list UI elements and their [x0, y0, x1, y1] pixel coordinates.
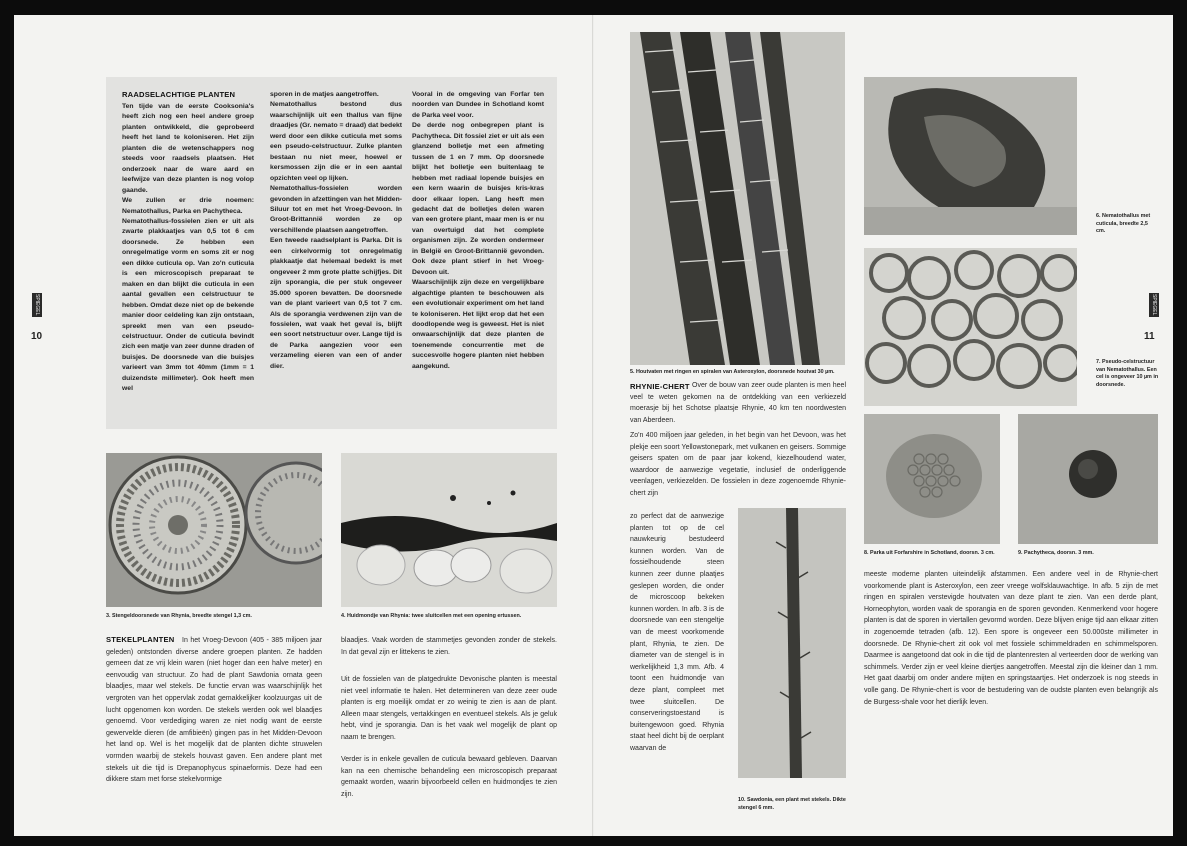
- caption-9: 9. Pachytheca, doorsn. 3 mm.: [1018, 550, 1094, 556]
- magazine-logo: SPIEGEL: [34, 294, 40, 316]
- section-title-stekelplanten: STEKELPLANTEN: [106, 635, 175, 644]
- photo-nematothallus: [864, 77, 1077, 235]
- page-number: 10: [31, 331, 43, 342]
- left-page: [14, 15, 594, 836]
- photo-rhynia-stem: [106, 453, 322, 607]
- caption-3: 3. Stengeldoorsnede van Rhynia, breedte stengel 1,3 cm.: [106, 613, 252, 619]
- box-col-2: sporen in de matjes aangetroffen. Nematothallus bestond dus waarschijnlijk uit een thallus van fijne draadjes (Gr. nemato = draad) dat bedekt werd door een dikke cuticula met soms een pseudo-celstructuur. Zulke planten bestaan nu niet meer, hoewel er kersmossen zijn die er in een aantal opzichten veel op lijken. Nematothallus-fossielen worden gevonden in afzettingen van het Midden-Siluur tot en met het Vroeg-Devoon. In Groot-Brittannië worden ze op verschillende plaatsen aangetroffen. Een tweede raadselplant is Parka. Dit is een cirkelvormig tot onregelmatig plakkaatje dat helemaal bedekt is met ongeveer 2 mm grote platte schijfjes. Dit zijn sporangia, die per stuk ongeveer 35.000 sporen bevatten. De doorsnede van de plant varieert van 0,5 tot 7 cm. Als de sporangia verdwenen zijn van de fossielen, wat vaak het geval is, blijft een soort netstructuur over. Lange tijd is de Parka aangezien voor een verzameling eieren van een of ander dier.: [270, 91, 403, 370]
- box-title: RAADSELACHTIGE PLANTEN: [122, 90, 236, 99]
- magazine-logo: SPIEGEL: [1151, 294, 1157, 316]
- photo-pseudo-cells: [864, 248, 1077, 406]
- stekel-col-2c: Verder is in enkele gevallen de cuticula bewaard gebleven. Daarvan kan na een chemische behandeling een microscopisch preparaat gemaakt worden, waarin bijvoorbeeld cellen en huidmondjes te zien zijn.: [341, 756, 557, 798]
- caption-4: 4. Huidmondje van Rhynia: twee sluitcellen met een opening ertussen.: [341, 613, 522, 619]
- rhynie-intro: Over de bouw van zeer oude planten is men heel veel te weten gekomen na de ontdekking van een verkiezeld moerasje bij het Schotse plaatsje Rhynie, 40 km ten noordwesten van Aberdeen.: [630, 382, 846, 424]
- caption-5: 5. Houtvaten met ringen en spiralen van Asteroxylon, doorsnede houtvat 30 µm.: [630, 369, 835, 375]
- caption-6: 6. Nematothallus met cuticula, breedte 2,5 cm.: [1096, 213, 1151, 235]
- photo-sawdonia: [738, 508, 846, 778]
- rhynie-col-3: meeste moderne planten uiteindelijk afstammen. Een andere veel in de Rhynie-chert voorkomende plant is Asteroxylon, een zeer vreege wolfsklauwachtige. In afb. 5 zijn de met ringen en spiralen verstevigde houtvaten van deze plant te zien. Van een derde plant, Horneophyton, worden vaak de sporangia en de sporen gevonden. Kenmerkend voor hogere planten is dat de sporen in viertallen gevormd worden. Deze blijven enige tijd aan elkaar zitten in zogenoemde tetraden (afb. 12). Een spore is ongeveer een 50.000ste millimeter in doorsnede. De Rhynie-chert zit ook vol met fossiele schimmeldraden en schimmelsporen. Daarmee is aangetoond dat ook in die tijd de plantenresten al verteerden door de werking van schimmels. Verder zijn er veel kleine diertjes aangetroffen. Meestal zijn die kleiner dan 1 mm. Het gaat daarbij om onder andere mijten en springstaartjes. Het onderzoek is nog steeds in volle gang. De Rhynie-chert is voor de bestudering van de oudste planten even belangrijk als de Burgess-shale voor het dierlijk leven.: [864, 571, 1158, 706]
- photo-parka: [864, 414, 1000, 544]
- photo-stoma: [341, 453, 557, 607]
- rhynie-paragraph-2: Zo'n 400 miljoen jaar geleden, in het begin van het Devoon, was het plekje een soort Yellowstonepark, met vulkanen en geisers. Sommige geisers spaten om de paar jaar kokend, kiezelhoudend water, waardoor de aanwezige vegetatie, inclusief de onderliggende veenlagen, verkiezelden. De fossielen in deze zogenoemde Rhynie-chert zijn: [630, 432, 846, 497]
- stekel-col-2b: Uit de fossielen van de platgedrukte Devonische planten is meestal niet veel informatie te halen. Het determineren van deze zeer oude planten is erg moeilijk omdat er zo weinig te zien is aan de plant. Alleen maar stengels, vertakkingen en eventueel stekels. Als je geluk hebt, vind je sporangia. Dan is het vaak wel mogelijk de plant op naam te brengen.: [341, 676, 557, 741]
- stekel-col-2a: blaadjes. Vaak worden de stammetjes gevonden zonder de stekels. In dat geval zijn er littekens te zien.: [341, 637, 557, 656]
- right-page: [594, 15, 1173, 836]
- rhynie-narrow-column: zo perfect dat de aanwezige planten tot op de cel nauwkeurig bestudeerd kunnen worden. Van de fossielhoudende steen kunnen zeer dunne plaatjes geslepen worden, die onder de microscoop bekeken kunnen worden. In afb. 3 is de doorsnede van een stengeltje van de meest voorkomende plant, Rhynia, te zien. De diameter van de stengel is in werkelijkheid 1,3 mm. Afb. 4 toont een huidmondje van deze plant, compleet met twee sluitcellen. De conserveringstoestand is buitengewoon goed. Rhynia staat heel dicht bij de oerplant waarvan de: [630, 513, 724, 752]
- photo-pachytheca: [1018, 414, 1158, 544]
- box-col-3: Vooral in de omgeving van Forfar ten noorden van Dundee in Schotland komt de Parka veel voor. De derde nog onbegrepen plant is Pachytheca. Dit fossiel ziet er uit als een glanzend bolletje met een afmeting tussen de 1 en 7 mm. Op doorsnede blijkt het bolletje een buitenlaag te hebben met radiaal lopende buisjes en een kern waarin de buisjes kris-kras door elkaar lopen. Lang heeft men gedacht dat de bolletjes delen waren van een grotere plant, maar men is er nu van overtuigd dat het complete organismen zijn. Ze worden ondermeer in België en Groot-Brittannië gevonden. Ook deze plant stierf in het Vroeg-Devoon uit. Waarschijnlijk zijn deze en vergelijkbare algachtige planten te beschouwen als een evolutionair experiment om het land te koloniseren. Het lijkt erop dat het een doodlopende weg is geweest. Het is niet onwaarschijnlijk dat deze planten de toenemende concurrentie met de succesvolle hogere planten niet hebben aangekund.: [412, 91, 544, 370]
- section-title-rhynie-chert: RHYNIE-CHERT: [630, 382, 690, 391]
- stekel-col-1: In het Vroeg-Devoon (405 - 385 miljoen jaar geleden) ontstonden diverse andere groepen planten. Ze hadden gemeen dat ze vrij klein waren (niet hoger dan een halve meter) en eenvoudig van structuur. Zo had de plant Sawdonia ornata geen blaadjes, maar wel stekels. De functie ervan was waarschijnlijk het vergroten van het oppervlak zodat gemakkelijker koolzuurgas uit de lucht opgenomen kon worden. De stekels werden ook wel blaadjes genoemd. Voor verdediging waren ze niet nodig want de eerste gewervelde dieren (de amfibieën) gingen pas in het Midden-Devoon het land op. Wel is het mogelijk dat de planten dichte struwelen vormden waarbij de stekels houvast gaven. Een andere plant met stekels uit die tijd is Drepanophycus spinaeformis. Deze had een dikkere stam met forse stekelvormige: [106, 637, 322, 784]
- caption-8: 8. Parka uit Forfarshire in Schotland, doorsn. 3 cm.: [864, 550, 995, 556]
- caption-10: 10. Sawdonia, een plant met stekels. Dikte stengel 6 mm.: [738, 797, 846, 811]
- page-number: 11: [1144, 331, 1155, 342]
- caption-7: 7. Pseudo-celstructuur van Nematothallus. Een cel is ongeveer 10 µm in doorsnede.: [1096, 359, 1159, 388]
- box-col-1: Ten tijde van de eerste Cooksonia's heeft zich nog een heel andere groep planten ontwikkeld, die geprobeerd heeft het land te koloniseren. Het zijn planten die de wetenschappers nog steeds voor raadsels plaatsen. Het onderzoek naar de ware aard en leefwijze van deze planten is nog volop gaande. We zullen er drie noemen: Nematothallus, Parka en Pachytheca. Nematothallus-fossielen zien er uit als zwarte plakkaatjes van 0,5 tot 6 cm doorsnede. Ze hebben een onregelmatige vorm en soms zit er nog een dikke cuticula op. Van zo'n cuticula is een microscopisch preparaat te maken en dan blijkt die cuticula in een aantal gevallen een celstructuur te hebben. Omdat deze niet op de bekende manier door celdeling kan zijn ontstaan, spreekt men van een pseudo-celstructuur. Onder de cuticula bevindt zich een matje van zeer dunne draden of buisjes. De doorsnede van die buisjes varieert van 3mm tot 40mm (1mm = 1 duizendste millimeter). Ook heeft men wel: [122, 103, 254, 393]
- photo-asteroxylon: [630, 32, 845, 365]
